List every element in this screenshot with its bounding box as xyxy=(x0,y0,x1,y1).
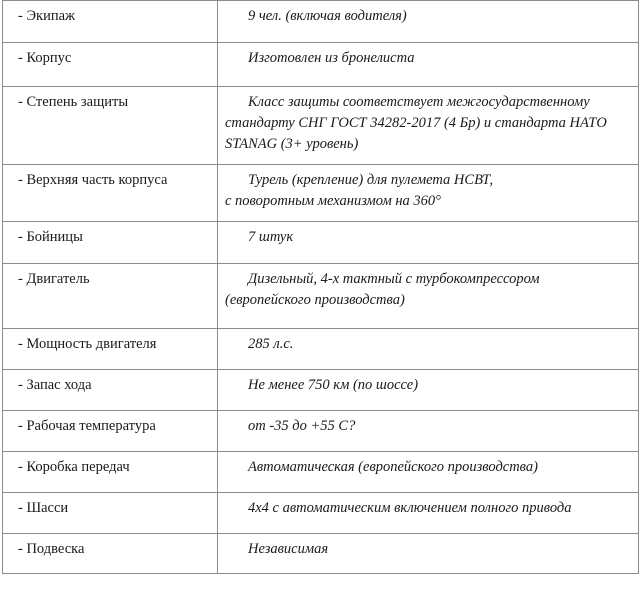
spec-label-engine-power: - Мощность двигателя xyxy=(3,329,218,370)
spec-label-hull: - Корпус xyxy=(3,43,218,87)
table-row xyxy=(3,452,639,493)
table-row xyxy=(3,264,639,329)
spec-label-suspension: - Подвеска xyxy=(3,534,218,574)
spec-label-protection: - Степень защиты xyxy=(3,87,218,165)
spec-value-line: Турель (крепление) для пулемета НСВТ, xyxy=(248,172,494,188)
spec-label-operating-temperature: - Рабочая температура xyxy=(3,411,218,452)
spec-label-upper-hull: - Верхняя часть корпуса xyxy=(3,165,218,222)
table-row xyxy=(3,165,639,222)
spec-value-text: Не менее 750 км (по шоссе) xyxy=(248,377,419,393)
spec-value-line: с поворотным механизмом на 360° xyxy=(225,193,441,209)
spec-value-text: 4х4 с автоматическим включением полного привода xyxy=(248,500,572,516)
spec-value-text: 7 штук xyxy=(248,229,294,245)
spec-label-engine: - Двигатель xyxy=(3,264,218,329)
spec-value-text: Дизельный, 4-х тактный с турбокомпрессором (европейского производства) xyxy=(225,271,540,308)
spec-value-engine xyxy=(218,264,639,329)
spec-value-range xyxy=(218,370,639,411)
spec-value-loopholes xyxy=(218,222,639,264)
spec-value-gearbox xyxy=(218,452,639,493)
spec-label-loopholes: - Бойницы xyxy=(3,222,218,264)
table-row xyxy=(3,1,639,43)
spec-value-upper-hull xyxy=(218,165,639,222)
spec-label-range: - Запас хода xyxy=(3,370,218,411)
spec-value-text: Автоматическая (европейского производства) xyxy=(248,459,538,475)
spec-label-chassis: - Шасси xyxy=(3,493,218,534)
spec-value-text: Изготовлен из бронелиста xyxy=(248,50,415,66)
spec-value-protection xyxy=(218,87,639,165)
spec-value-operating-temperature xyxy=(218,411,639,452)
table-row xyxy=(3,411,639,452)
table-row xyxy=(3,329,639,370)
table-row xyxy=(3,493,639,534)
spec-value-text: 285 л.с. xyxy=(248,336,294,352)
spec-value-text: от -35 до +55 С? xyxy=(248,418,356,434)
spec-value-text: 9 чел. (включая водителя) xyxy=(248,8,407,24)
table-row xyxy=(3,87,639,165)
table-row xyxy=(3,43,639,87)
spec-value-chassis xyxy=(218,493,639,534)
table-row xyxy=(3,222,639,264)
spec-value-suspension xyxy=(218,534,639,574)
spec-label-gearbox: - Коробка передач xyxy=(3,452,218,493)
spec-label-crew: - Экипаж xyxy=(3,1,218,43)
table-row xyxy=(3,534,639,574)
spec-value-text xyxy=(225,191,628,212)
spec-value-crew xyxy=(218,1,639,43)
spec-value-hull xyxy=(218,43,639,87)
spec-value-engine-power xyxy=(218,329,639,370)
spec-value-text xyxy=(225,170,628,191)
specifications-table xyxy=(2,0,639,574)
spec-value-text: Класс защиты соответствует межгосударственному стандарту СНГ ГОСТ 34282-2017 (4 Бр) и стандарта НАТО STANAG (3+ уровень) xyxy=(225,94,607,152)
table-row xyxy=(3,370,639,411)
spec-value-text: Независимая xyxy=(248,541,329,557)
